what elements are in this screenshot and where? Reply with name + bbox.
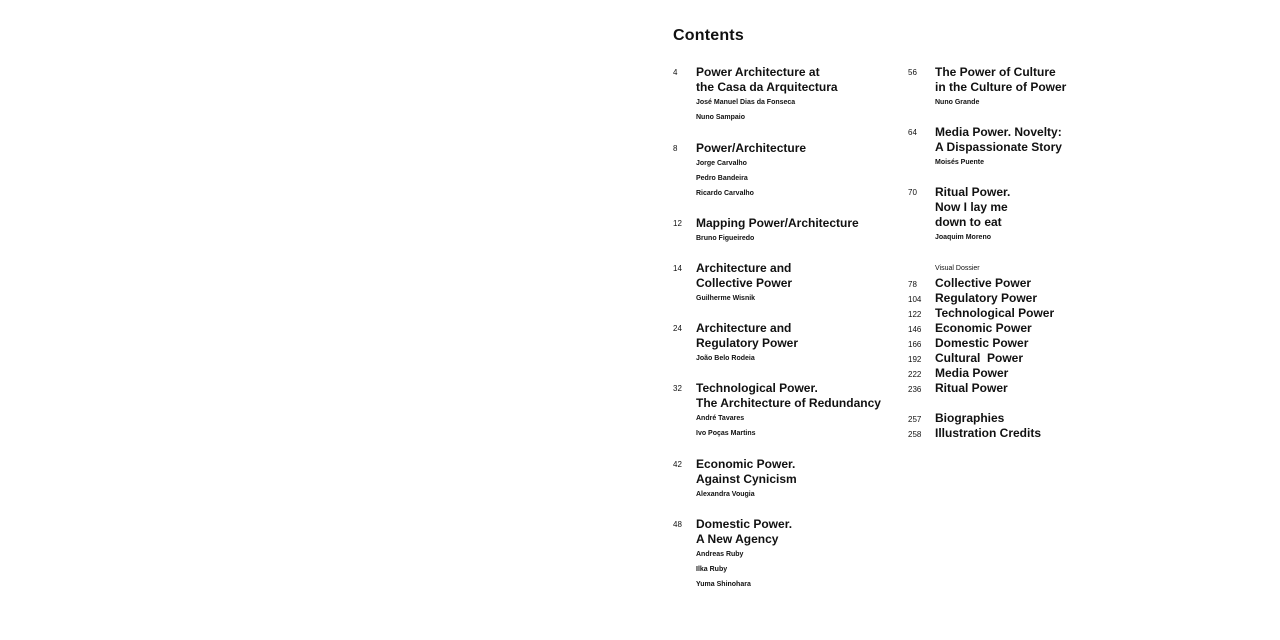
- page-number: 166: [908, 340, 922, 349]
- page-number: 122: [908, 310, 922, 319]
- page-number: 222: [908, 370, 922, 379]
- entry-title: the Casa da Arquitectura: [696, 80, 838, 94]
- dossier-item[interactable]: [908, 306, 1108, 321]
- page-number: 48: [673, 520, 682, 529]
- entry-author: Joaquim Moreno: [935, 234, 992, 241]
- entry-title: Domestic Power.: [696, 517, 793, 531]
- entry-author: Andreas Ruby: [696, 551, 744, 558]
- entry-title: A New Agency: [696, 532, 779, 546]
- entry-title: Now I lay me: [935, 200, 1008, 214]
- page-number: 70: [908, 188, 917, 197]
- page-number: 236: [908, 385, 922, 394]
- entry-author: Alexandra Vougia: [696, 491, 755, 498]
- entry-title: Technological Power.: [696, 381, 818, 395]
- entry-title: Media Power: [935, 366, 1009, 380]
- contents-title: Contents: [673, 27, 744, 44]
- dossier-item[interactable]: [908, 321, 1108, 336]
- entry-title: Media Power. Novelty:: [935, 125, 1062, 139]
- end-matter-item[interactable]: [908, 426, 1108, 441]
- page-number: 146: [908, 325, 922, 334]
- entry-title: The Architecture of Redundancy: [696, 396, 881, 410]
- entry-author: Moisés Puente: [935, 159, 985, 166]
- toc-entry[interactable]: [673, 517, 792, 592]
- entry-title: Power Architecture at: [696, 65, 820, 79]
- entry-author: Nuno Grande: [935, 99, 980, 106]
- entry-title: Against Cynicism: [696, 472, 797, 486]
- entry-title: Ritual Power.: [935, 185, 1011, 199]
- entry-author: André Tavares: [696, 415, 745, 422]
- toc-entry[interactable]: [673, 457, 797, 502]
- entry-author: Yuma Shinohara: [696, 581, 751, 588]
- toc-entry[interactable]: [673, 141, 806, 201]
- entry-title: Biographies: [935, 411, 1005, 425]
- dossier-item[interactable]: [908, 366, 1108, 381]
- entry-author: Ilka Ruby: [696, 566, 728, 573]
- toc-entry[interactable]: [673, 65, 838, 125]
- entry-title: Mapping Power/Architecture: [696, 216, 859, 230]
- entry-author: Bruno Figueiredo: [696, 235, 755, 242]
- page-number: 192: [908, 355, 922, 364]
- dossier-item[interactable]: [908, 336, 1108, 351]
- page-number: 42: [673, 460, 682, 469]
- entry-title: A Dispassionate Story: [935, 140, 1062, 154]
- entry-title: Collective Power: [935, 276, 1032, 290]
- entry-title: Domestic Power: [935, 336, 1029, 350]
- toc-entry[interactable]: [673, 261, 792, 306]
- entry-author: Jorge Carvalho: [696, 160, 747, 167]
- entry-title: down to eat: [935, 215, 1002, 229]
- dossier-item[interactable]: [908, 291, 1108, 306]
- page-number: 258: [908, 430, 922, 439]
- page-number: 14: [673, 264, 682, 273]
- page-number: 4: [673, 68, 678, 77]
- toc-entry[interactable]: [908, 125, 1062, 170]
- dossier-item[interactable]: [908, 351, 1108, 366]
- dossier-item[interactable]: [908, 276, 1108, 291]
- entry-title: Economic Power: [935, 321, 1032, 335]
- entry-author: José Manuel Dias da Fonseca: [696, 99, 796, 106]
- entry-title: Architecture and: [696, 261, 792, 275]
- entry-title: Architecture and: [696, 321, 792, 335]
- page-number: 8: [673, 144, 678, 153]
- page-number: 78: [908, 280, 917, 289]
- entry-author: Ivo Poças Martins: [696, 430, 756, 437]
- toc-entry[interactable]: [673, 216, 859, 246]
- entry-title: in the Culture of Power: [935, 80, 1067, 94]
- page-number: 24: [673, 324, 682, 333]
- visual-dossier-label: Visual Dossier: [935, 265, 980, 272]
- entry-title: Cultural Power: [935, 351, 1024, 365]
- toc-entry[interactable]: [908, 185, 1010, 245]
- toc-entry[interactable]: [908, 65, 1066, 110]
- entry-title: Regulatory Power: [696, 336, 799, 350]
- entry-author: Pedro Bandeira: [696, 175, 748, 182]
- entry-title: Power/Architecture: [696, 141, 807, 155]
- entry-title: Collective Power: [696, 276, 793, 290]
- entry-title: Technological Power: [935, 306, 1055, 320]
- page-number: 64: [908, 128, 917, 137]
- entry-author: Nuno Sampaio: [696, 114, 746, 121]
- entry-author: Ricardo Carvalho: [696, 190, 754, 197]
- entry-author: João Belo Rodeia: [696, 355, 755, 362]
- page-number: 104: [908, 295, 922, 304]
- entry-title: Illustration Credits: [935, 426, 1042, 440]
- dossier-item[interactable]: [908, 381, 1108, 396]
- end-matter-item[interactable]: [908, 411, 1108, 426]
- page-number: 257: [908, 415, 922, 424]
- entry-author: Guilherme Wisnik: [696, 295, 756, 302]
- page-number: 56: [908, 68, 917, 77]
- toc-entry[interactable]: [673, 381, 881, 441]
- page-number: 12: [673, 219, 682, 228]
- page-number: 32: [673, 384, 682, 393]
- entry-title: The Power of Culture: [935, 65, 1056, 79]
- entry-title: Ritual Power: [935, 381, 1008, 395]
- entry-title: Regulatory Power: [935, 291, 1038, 305]
- toc-entry[interactable]: [673, 321, 798, 366]
- entry-title: Economic Power.: [696, 457, 796, 471]
